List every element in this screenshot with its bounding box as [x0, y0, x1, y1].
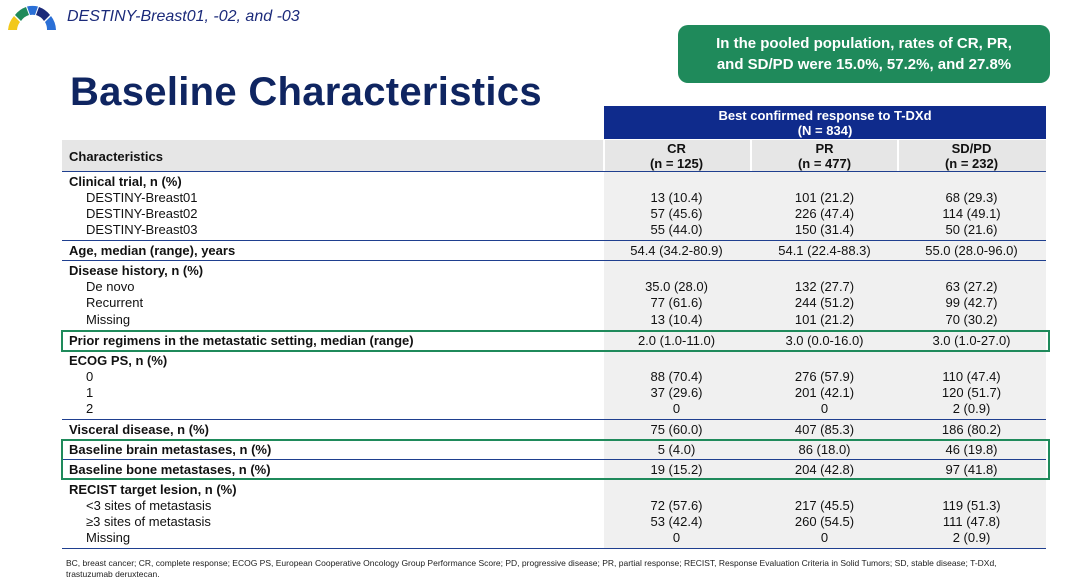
cell-sdpd: 50 (21.6) [945, 222, 998, 237]
cell-cr: 75 (60.0) [650, 422, 703, 437]
row-label: ECOG PS, n (%) [69, 353, 168, 368]
conference-logo-icon [4, 0, 60, 34]
cell-sdpd: 2 (0.9) [952, 401, 991, 416]
highlight-box-metastases [61, 439, 1050, 480]
cell-pr: 54.1 (22.4-88.3) [778, 243, 871, 258]
cell-pr: 204 (42.8) [794, 462, 855, 477]
row-label: Prior regimens in the metastatic setting, median (range) [69, 333, 414, 348]
cell-cr: 0 [672, 530, 681, 545]
row-label: Visceral disease, n (%) [69, 422, 209, 437]
row-divider [62, 260, 1046, 261]
cell-cr: 88 (70.4) [650, 369, 703, 384]
table-header-row [62, 139, 1046, 172]
table-row [62, 312, 1046, 328]
response-group-header [604, 106, 1046, 139]
summary-callout [678, 25, 1050, 83]
row-label: Baseline bone metastases, n (%) [69, 462, 271, 477]
cell-sdpd: 70 (30.2) [945, 312, 998, 327]
table-row [62, 190, 1046, 206]
cell-pr: 276 (57.9) [794, 369, 855, 384]
table-row [62, 263, 1046, 279]
row-divider [62, 240, 1046, 241]
column-n: (n = 477) [797, 156, 852, 171]
cell-pr: 86 (18.0) [798, 442, 851, 457]
table-row [62, 401, 1046, 417]
row-label: Missing [86, 312, 131, 327]
cell-cr: 55 (44.0) [650, 222, 703, 237]
row-label: Baseline brain metastases, n (%) [69, 442, 272, 457]
cell-sdpd: 186 (80.2) [941, 422, 1002, 437]
row-label: Recurrent [86, 295, 144, 310]
row-divider [62, 419, 1046, 420]
row-label: 2 [86, 401, 94, 416]
cell-sdpd: 119 (51.3) [942, 498, 1001, 513]
column-n: (n = 125) [649, 156, 704, 171]
cell-pr: 407 (85.3) [794, 422, 855, 437]
table-row [62, 385, 1046, 401]
cell-cr: 13 (10.4) [650, 312, 703, 327]
cell-sdpd: 3.0 (1.0-27.0) [932, 333, 1011, 348]
cell-sdpd: 99 (42.7) [945, 295, 998, 310]
column-name: SD/PD [951, 141, 992, 156]
cell-sdpd: 120 (51.7) [941, 385, 1002, 400]
table-row [62, 243, 1046, 259]
cell-sdpd: 111 (47.8) [942, 514, 1001, 529]
cell-pr: 217 (45.5) [794, 498, 855, 513]
row-label: DESTINY-Breast01 [86, 190, 198, 205]
cell-pr: 101 (21.2) [794, 312, 855, 327]
cell-sdpd: 46 (19.8) [945, 442, 998, 457]
column-n: (n = 232) [944, 156, 999, 171]
cell-pr: 101 (21.2) [794, 190, 855, 205]
table-row [62, 206, 1046, 222]
callout-line-1: In the pooled population, rates of CR, PR, [716, 35, 1012, 52]
cell-cr: 37 (29.6) [650, 385, 703, 400]
cell-pr: 150 (31.4) [794, 222, 855, 237]
column-header-cr [604, 141, 749, 171]
cell-cr: 2.0 (1.0-11.0) [637, 333, 716, 348]
row-label: 0 [86, 369, 94, 384]
cell-sdpd: 110 (47.4) [942, 369, 1001, 384]
cell-cr: 0 [672, 401, 681, 416]
cell-pr: 260 (54.5) [794, 514, 855, 529]
table-row [62, 222, 1046, 238]
column-name: CR [667, 141, 686, 156]
table-row [62, 482, 1046, 498]
row-label: Missing [86, 530, 131, 545]
cell-cr: 5 (4.0) [657, 442, 696, 457]
table-row [62, 279, 1046, 295]
cell-cr: 35.0 (28.0) [645, 279, 708, 294]
row-label: RECIST target lesion, n (%) [69, 482, 237, 497]
cell-sdpd: 68 (29.3) [945, 190, 998, 205]
column-header-sdpd [899, 141, 1044, 171]
cell-cr: 54.4 (34.2-80.9) [630, 243, 723, 258]
cell-pr: 0 [820, 401, 829, 416]
cell-cr: 72 (57.6) [650, 498, 703, 513]
conference-name: DESTINY-Breast01, -02, and -03 [67, 8, 300, 25]
row-label: Age, median (range), years [69, 243, 236, 258]
table-row [62, 295, 1046, 311]
table-row [62, 530, 1046, 546]
highlight-box-prior-regimens [61, 330, 1050, 352]
table-row [62, 353, 1046, 369]
row-label: 1 [86, 385, 94, 400]
table-row [62, 174, 1046, 190]
callout-line-2: and SD/PD were 15.0%, 57.2%, and 27.8% [716, 56, 1012, 73]
characteristics-header: Characteristics [69, 149, 163, 164]
row-label: DESTINY-Breast03 [86, 222, 198, 237]
row-divider [62, 548, 1046, 549]
cell-cr: 77 (61.6) [650, 295, 703, 310]
row-label: ≥3 sites of metastasis [86, 514, 211, 529]
page-title: Baseline Characteristics [70, 70, 542, 114]
cell-pr: 0 [820, 530, 829, 545]
response-group-total: (N = 834) [797, 123, 853, 138]
row-label: De novo [86, 279, 135, 294]
cell-pr: 3.0 (0.0-16.0) [785, 333, 864, 348]
row-label: Disease history, n (%) [69, 263, 204, 278]
row-label: DESTINY-Breast02 [86, 206, 198, 221]
cell-sdpd: 114 (49.1) [942, 206, 1001, 221]
cell-sdpd: 97 (41.8) [945, 462, 998, 477]
row-label: Clinical trial, n (%) [69, 174, 182, 189]
column-header-pr [752, 141, 897, 171]
cell-sdpd: 55.0 (28.0-96.0) [925, 243, 1018, 258]
table-row [62, 422, 1046, 438]
table-row [62, 514, 1046, 530]
cell-cr: 19 (15.2) [650, 462, 703, 477]
footnote: BC, breast cancer; CR, complete response; ECOG PS, European Cooperative Oncology Group Performance Score; PD, progressive disease; PR, partial response; RECIST, Response Evaluation Criteria in Solid Tumors; SD, stable disease; T-DXd, trastuzumab deruxtecan. [66, 558, 997, 579]
cell-cr: 53 (42.4) [650, 514, 703, 529]
column-name: PR [815, 141, 834, 156]
table-row [62, 369, 1046, 385]
cell-pr: 201 (42.1) [794, 385, 855, 400]
cell-cr: 13 (10.4) [650, 190, 703, 205]
cell-cr: 57 (45.6) [650, 206, 703, 221]
cell-pr: 132 (27.7) [794, 279, 855, 294]
response-group-title: Best confirmed response to T-DXd [718, 108, 932, 123]
row-divider [62, 171, 1046, 172]
cell-pr: 244 (51.2) [794, 295, 855, 310]
cell-sdpd: 2 (0.9) [952, 530, 991, 545]
row-label: <3 sites of metastasis [86, 498, 212, 513]
table-row [62, 498, 1046, 514]
cell-pr: 226 (47.4) [794, 206, 855, 221]
cell-sdpd: 63 (27.2) [945, 279, 998, 294]
